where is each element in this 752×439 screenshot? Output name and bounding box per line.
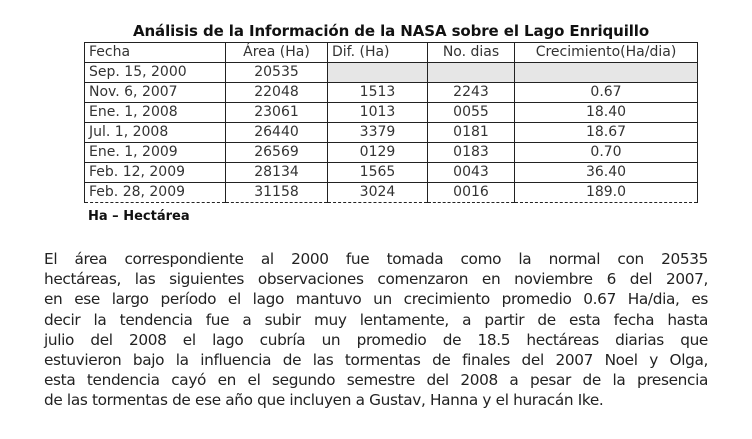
table-row [85,163,698,183]
header-fecha: Fecha [85,43,226,63]
cell-area: 26569 [226,143,328,163]
cell-fecha: Feb. 28, 2009 [85,183,226,203]
table-row [85,83,698,103]
table-row [85,103,698,123]
cell-fecha: Sep. 15, 2000 [85,63,226,83]
cell-area: 23061 [226,103,328,123]
cell-dias: 0181 [428,123,515,143]
cell-crecimiento: 18.67 [515,123,698,143]
cell-area: 22048 [226,83,328,103]
table-header-row [85,43,698,63]
cell-crecimiento: 18.40 [515,103,698,123]
header-dif: Dif. (Ha) [328,43,428,63]
cell-fecha: Ene. 1, 2009 [85,143,226,163]
cell-dif: 1013 [328,103,428,123]
paragraph-line: en ese largo período el lago mantuvo un crecimiento promedio 0.67 Ha/dia, es [44,290,708,309]
table-row [85,143,698,163]
lake-data-table [84,42,698,203]
table-row [85,183,698,203]
paragraph-line: estuvieron bajo la influencia de las tormentas de finales del 2007 Noel y Olga, [44,351,708,370]
cell-dias: 0183 [428,143,515,163]
cell-crecimiento: 0.67 [515,83,698,103]
cell-fecha: Ene. 1, 2008 [85,103,226,123]
paragraph-line: El área correspondiente al 2000 fue tomada como la normal con 20535 [44,250,708,268]
cell-dias: 0043 [428,163,515,183]
paragraph-line: decir la tendencia fue a subir muy lentamente, a partir de esta fecha hasta [44,310,708,329]
document-title: Análisis de la Información de la NASA sobre el Lago Enriquillo [132,22,650,40]
table-row [85,123,698,143]
header-crecimiento: Crecimiento(Ha/dia) [515,43,698,63]
cell-area: 20535 [226,63,328,83]
table-row [85,63,698,83]
cell-crecimiento: 36.40 [515,163,698,183]
cell-area: 28134 [226,163,328,183]
cell-fecha: Nov. 6, 2007 [85,83,226,103]
cell-fecha: Feb. 12, 2009 [85,163,226,183]
cell-crecimiento: 189.0 [515,183,698,203]
cell-fecha: Jul. 1, 2008 [85,123,226,143]
paragraph-line: esta tendencia cayó en el segundo semestre del 2008 a pesar de la presencia [44,371,708,390]
cell-area: 26440 [226,123,328,143]
body-paragraph [44,249,708,411]
cell-dias: 2243 [428,83,515,103]
cell-dias: 0055 [428,103,515,123]
paragraph-line: hectáreas, las siguientes observaciones comenzaron en noviembre 6 del 2007, [44,270,708,289]
cell-dif: 1565 [328,163,428,183]
table-legend: Ha – Hectárea [88,209,190,224]
cell-dif: 3024 [328,183,428,203]
paragraph-line: julio del 2008 el lago cubría un promedio de 18.5 hectáreas diarias que [44,330,708,349]
header-area: Área (Ha) [226,43,328,63]
cell-dif [328,63,428,83]
cell-dias [428,63,515,83]
cell-area: 31158 [226,183,328,203]
cell-dif: 3379 [328,123,428,143]
cell-crecimiento [515,63,698,83]
header-dias: No. dias [428,43,515,63]
cell-crecimiento: 0.70 [515,143,698,163]
cell-dif: 1513 [328,83,428,103]
paragraph-line: de las tormentas de ese año que incluyen a Gustav, Hanna y el huracán Ike. [44,391,604,410]
cell-dias: 0016 [428,183,515,203]
cell-dif: 0129 [328,143,428,163]
